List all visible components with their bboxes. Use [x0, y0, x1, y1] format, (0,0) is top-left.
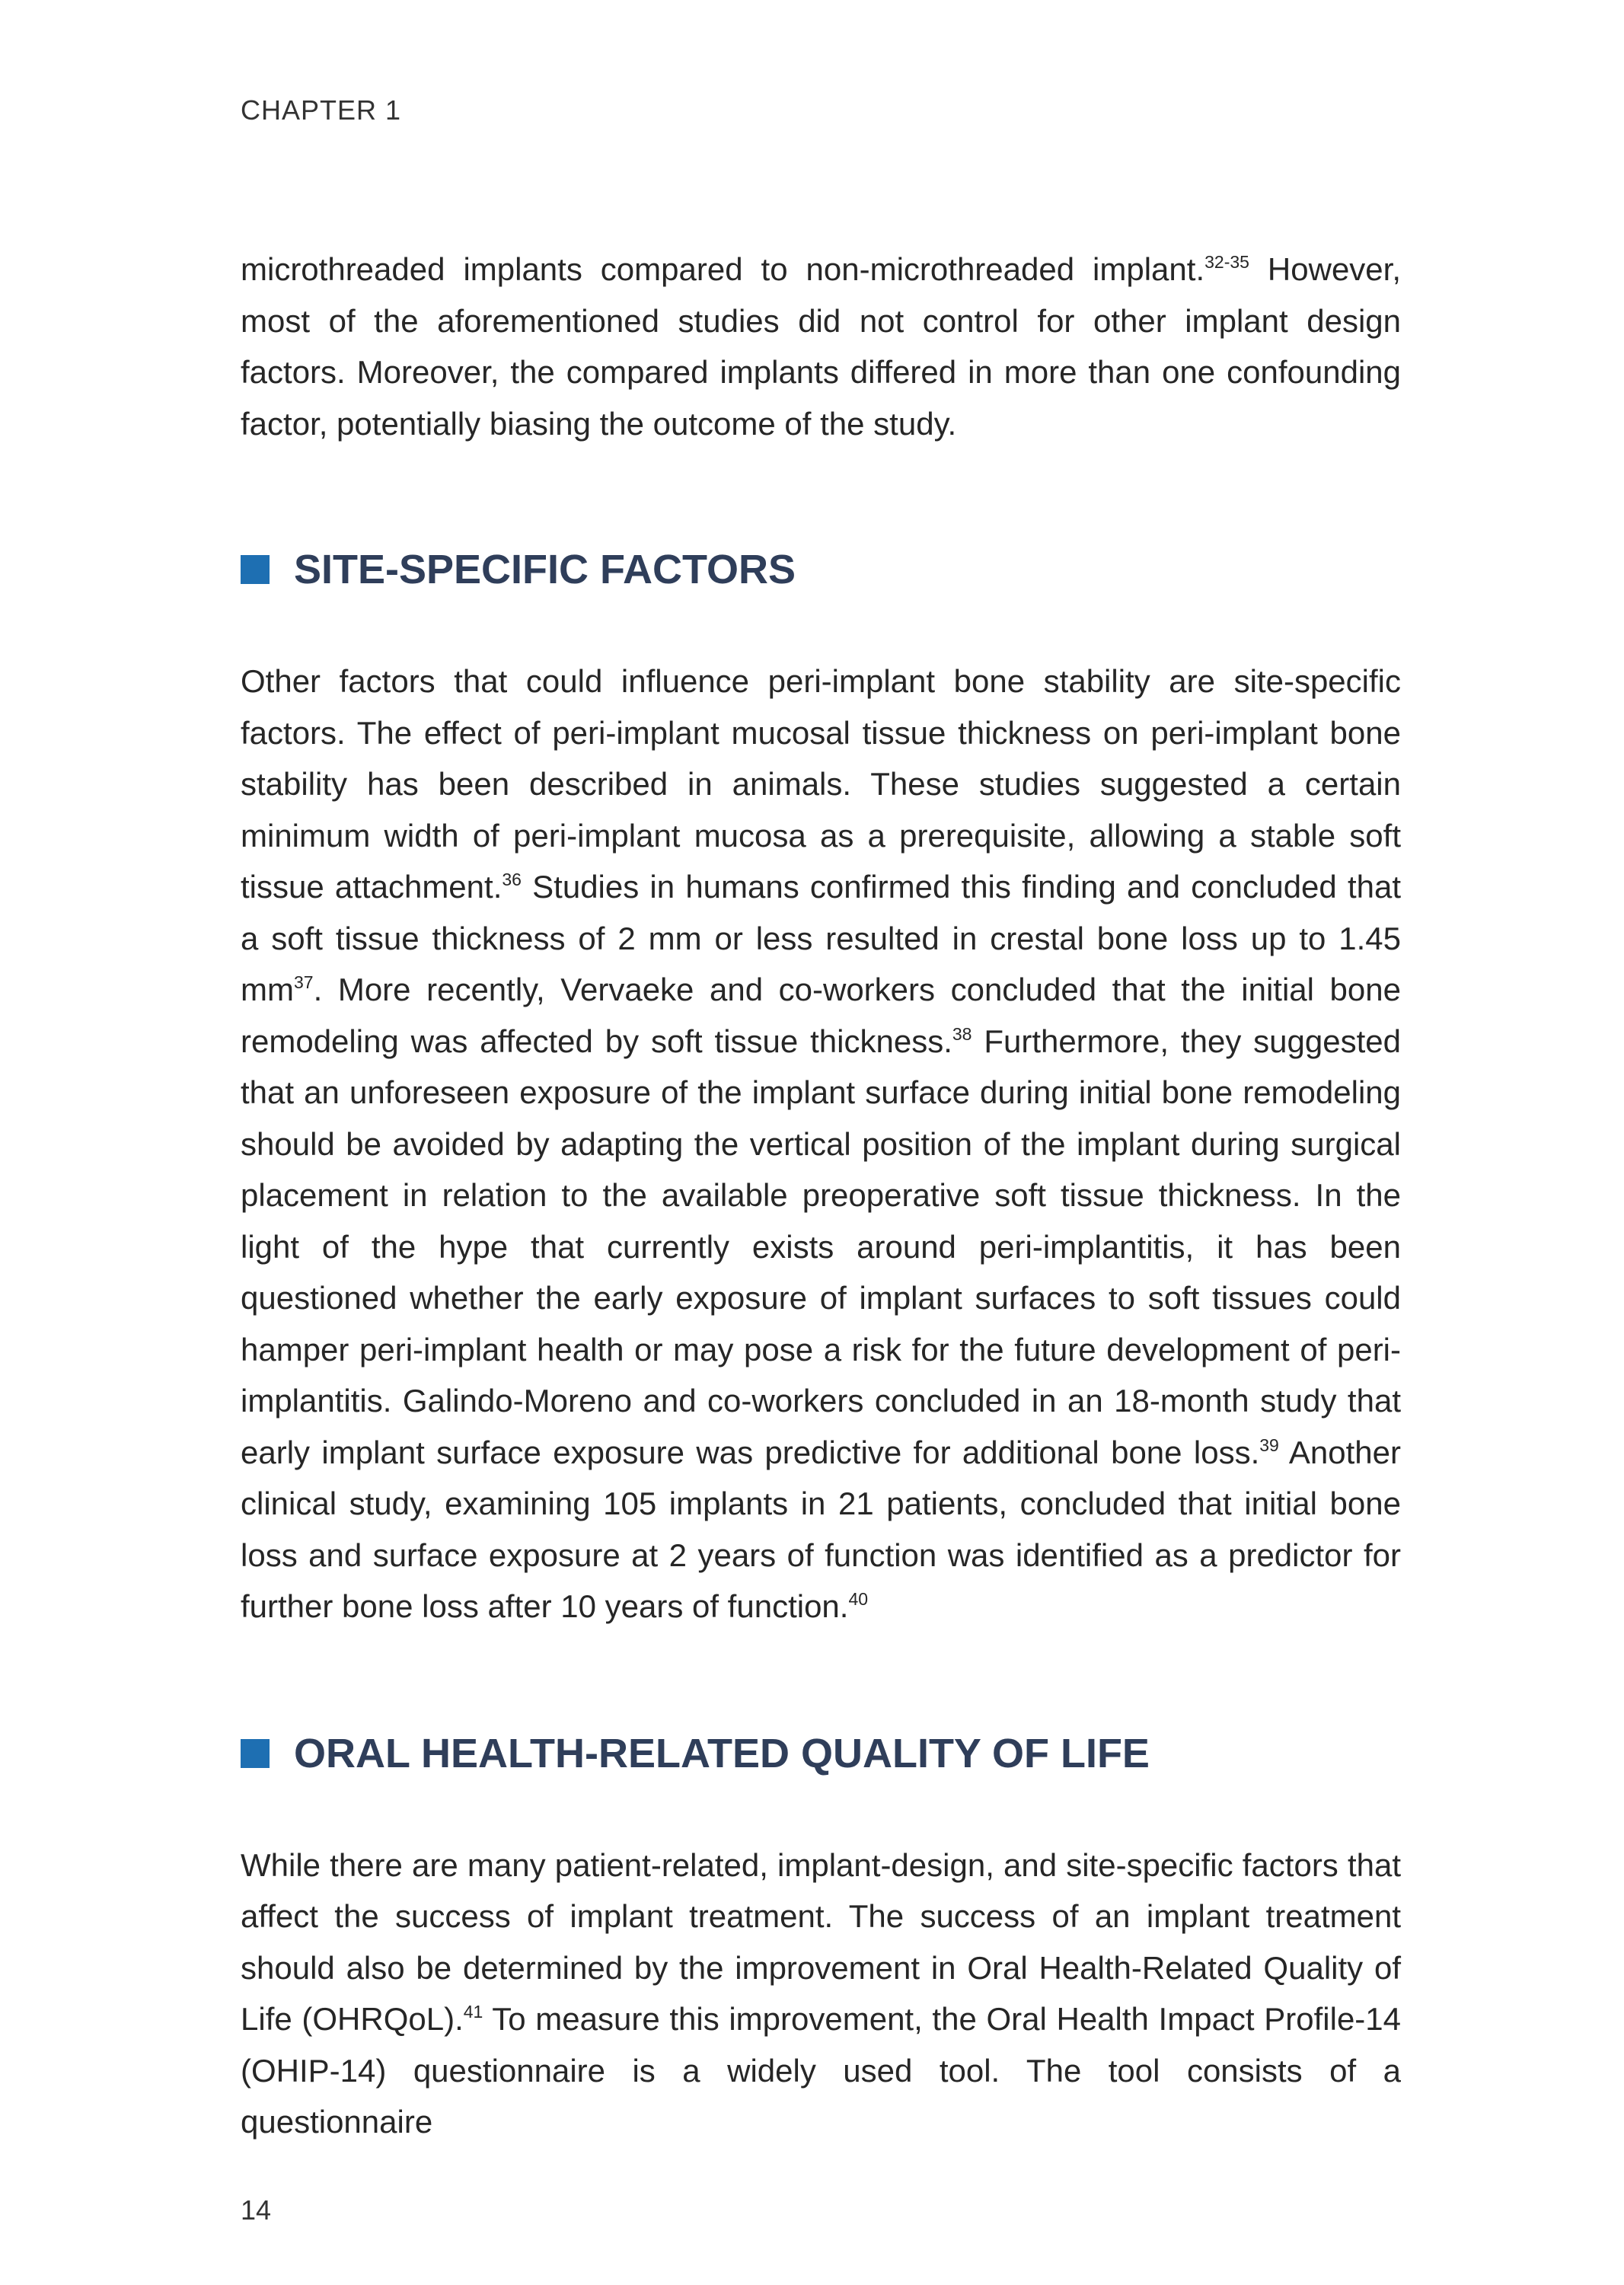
section-title: SITE-SPECIFIC FACTORS [294, 547, 796, 592]
section-title: ORAL HEALTH-RELATED QUALITY OF LIFE [294, 1730, 1150, 1776]
citation-36: 36 [502, 870, 522, 889]
paragraph-2-text-b: Studies in humans confirmed this finding and concluded that a soft tissue thickness of 2 mm or less resulted in crestal bone loss up to 1.45 mm [241, 869, 1402, 1007]
paragraph-2-text-a: Other factors that could influence peri-implant bone stability are site-specific factors. The effect of peri-implant mucosal tissue thickness on peri-implant bone stability has been described in animals. These studies suggested a certain minimum width of peri-implant mucosa as a prerequisite, allowing a stable soft tissue attachment. [241, 663, 1401, 905]
paragraph-1 [241, 244, 1401, 449]
square-bullet-icon [241, 555, 270, 584]
citation-41: 41 [463, 2002, 483, 2022]
citation-38: 38 [952, 1023, 972, 1044]
paragraph-1-text-a: microthreaded implants compared to non-microthreaded implant. [241, 251, 1205, 287]
page-body [241, 244, 1401, 2148]
paragraph-2 [241, 656, 1401, 1632]
section-heading-ohrqol [241, 1730, 1401, 1777]
paragraph-3-text-a: While there are many patient-related, implant-design, and site-specific factors that affect the success of implant treatment. The success of an implant treatment should also be determined by the improvement in Oral Health-Related Quality of Life (OHRQoL). [241, 1846, 1401, 2037]
square-bullet-icon [241, 1739, 270, 1768]
paragraph-3 [241, 1840, 1401, 2148]
citation-39: 39 [1259, 1435, 1279, 1455]
running-head: CHAPTER 1 [241, 94, 402, 126]
citation-32-35: 32-35 [1204, 252, 1249, 272]
paragraph-2-text-d: Furthermore, they suggested that an unforeseen exposure of the implant surface during initial bone remodeling should be avoided by adapting the vertical position of the implant during surgical placement in relation to the available preoperative soft tissue thickness. In the light of the hype that currently exists around peri-implantitis, it has been questioned whether the early exposure of implant surfaces to soft tissues could hamper peri-implant health or may pose a risk for the future development of peri-implantitis. Galindo-Moreno and co-workers concluded in an 18-month study that early implant surface exposure was predictive for additional bone loss. [241, 1023, 1401, 1470]
paragraph-1-text-b: However, most of the aforementioned studies did not control for other implant design factors. Moreover, the compared implants differed in more than one confounding factor, potentially biasing the outcome of the study. [241, 251, 1402, 442]
paragraph-2-text-c: . More recently, Vervaeke and co-workers concluded that the initial bone remodeling was affected by soft tissue thickness. [241, 972, 1401, 1059]
page-number: 14 [241, 2194, 272, 2226]
paragraph-3-text-b: To measure this improvement, the Oral Health Impact Profile-14 (OHIP-14) questionnaire is a widely used tool. The tool consists of a questionnaire [241, 2001, 1402, 2140]
citation-40: 40 [848, 1589, 869, 1609]
section-heading-site-specific [241, 546, 1401, 593]
citation-37: 37 [293, 972, 314, 992]
paragraph-2-text-e: Another clinical study, examining 105 implants in 21 patients, concluded that initial bone loss and surface exposure at 2 years of function was identified as a predictor for further bone loss after 10 years of function. [241, 1434, 1401, 1624]
